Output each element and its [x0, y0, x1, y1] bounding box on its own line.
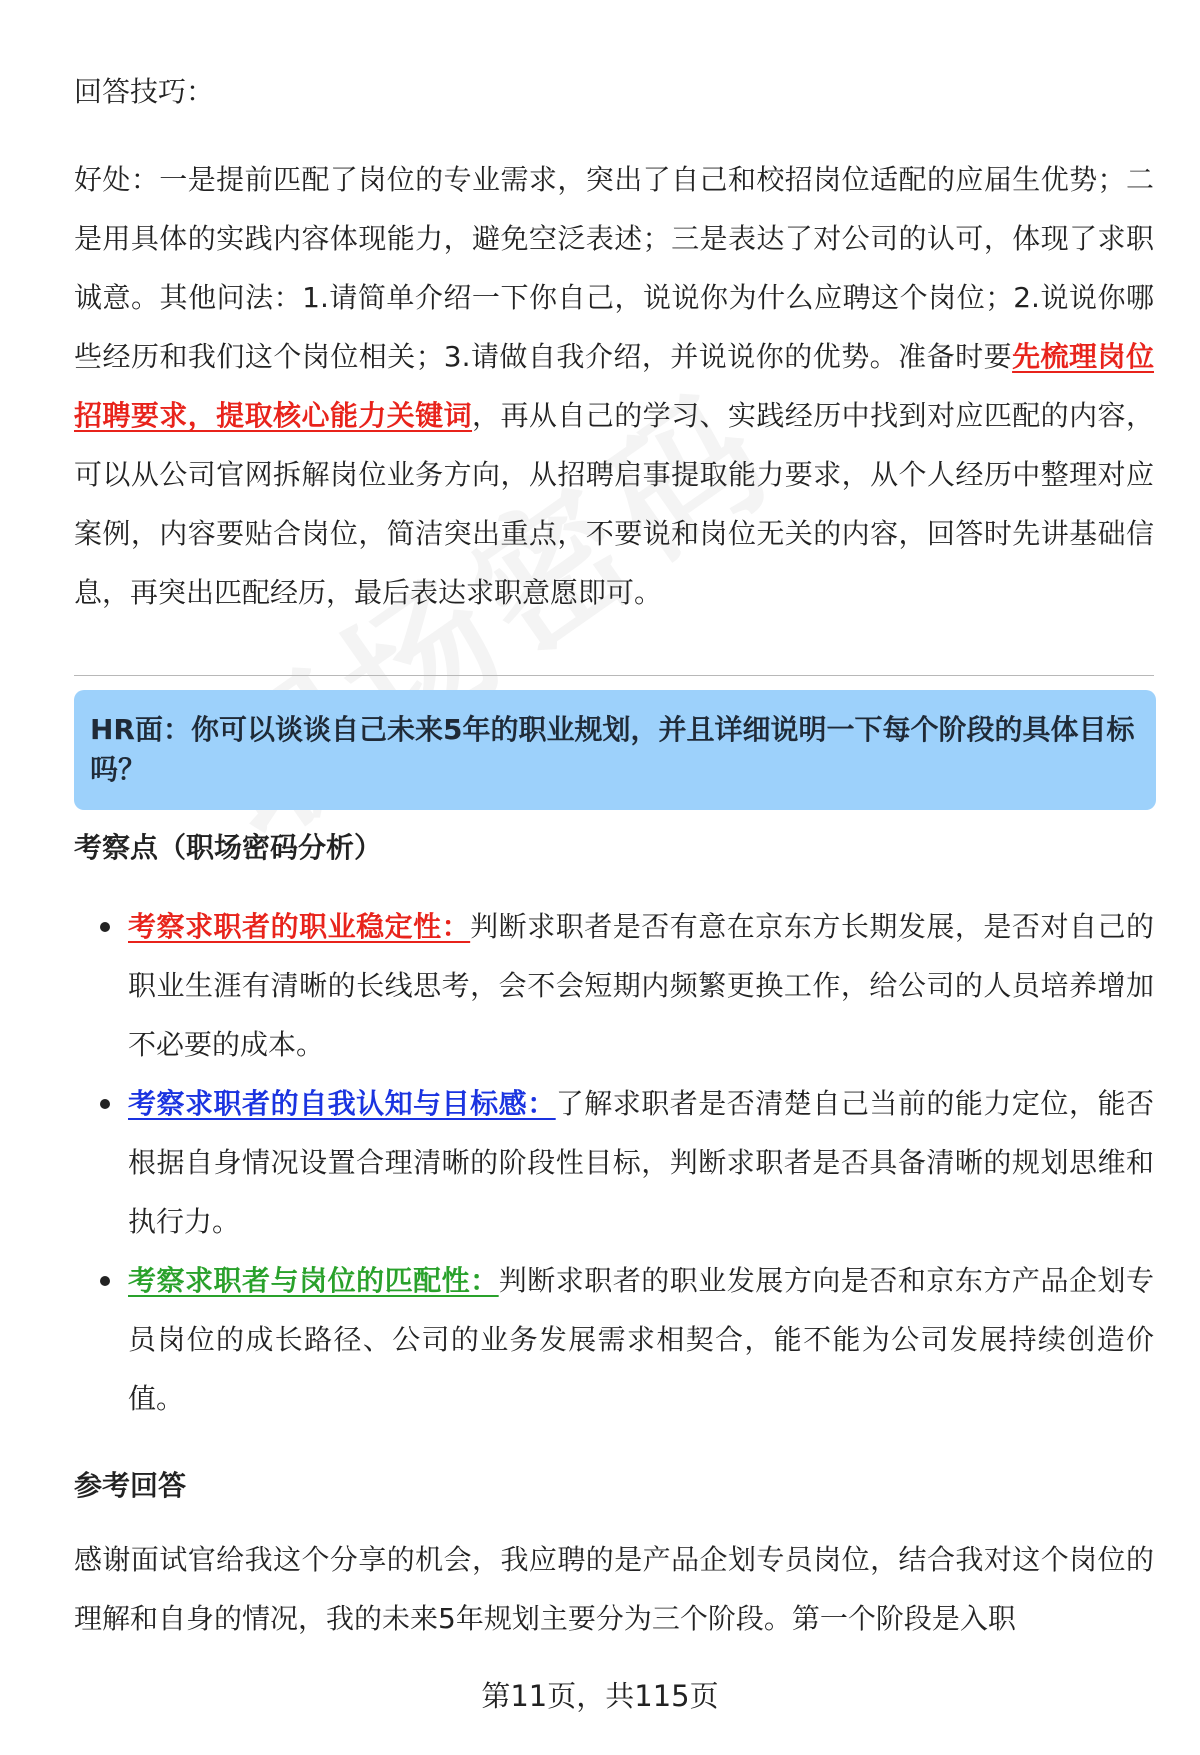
bullet-dot-icon [100, 1276, 110, 1286]
list-item [74, 1251, 1154, 1428]
bullet-text: 判断求职者是否有意在京东方长期发展，是否对自己的职业生涯有清晰的长线思考，会不会短期内频繁更换工作，给公司的人员培养增加不必要的成本。 [128, 910, 1154, 1061]
question-box [74, 690, 1156, 810]
reference-answer-block [74, 1530, 1154, 1648]
benefits-text-before: 好处：一是提前匹配了岗位的专业需求，突出了自己和校招岗位适配的应届生优势；二是用具体的实践内容体现能力，避免空泛表述；三是表达了对公司的认可，体现了求职诚意。其他问法：1.请简单介绍一下你自己，说说你为什么应聘这个岗位；2.说说你哪些经历和我们这个岗位相关；3.请做自我介绍，并说说你的优势。准备时要 [74, 163, 1154, 373]
benefits-highlight: 先梳理岗位招聘要求，提取核心能力关键词 [74, 340, 1154, 432]
bullet-dot-icon [100, 1099, 110, 1109]
list-item [74, 897, 1154, 1074]
page-number: 第11页，共115页 [481, 1679, 719, 1713]
reference-answer-heading: 参考回答 [74, 1469, 187, 1502]
assessment-points-list [74, 897, 1154, 1428]
benefits-block [74, 150, 1154, 622]
bullet-keyword-self-awareness: 考察求职者的自我认知与目标感： [128, 1087, 556, 1120]
reference-answer-text: 感谢面试官给我这个分享的机会，我应聘的是产品企划专员岗位，结合我对这个岗位的理解和自身的情况，我的未来5年规划主要分为三个阶段。第一个阶段是入职 [74, 1543, 1154, 1635]
bullet-text: 判断求职者的职业发展方向是否和京东方产品企划专员岗位的成长路径、公司的业务发展需求相契合，能不能为公司发展持续创造价值。 [128, 1264, 1154, 1415]
bullet-keyword-job-fit: 考察求职者与岗位的匹配性： [128, 1264, 499, 1297]
tips-title-block [74, 62, 1154, 121]
tips-title: 回答技巧： [74, 75, 215, 108]
bullet-dot-icon [100, 922, 110, 932]
bullet-keyword-stability: 考察求职者的职业稳定性： [128, 910, 471, 943]
question-text: HR面：你可以谈谈自己未来5年的职业规划，并且详细说明一下每个阶段的具体目标吗？ [90, 713, 1135, 786]
section-divider [74, 675, 1154, 676]
benefits-paragraph [74, 150, 1154, 622]
list-item [74, 1074, 1154, 1251]
bullet-text: 了解求职者是否清楚自己当前的能力定位，能否根据自身情况设置合理清晰的阶段性目标，判断求职者是否具备清晰的规划思维和执行力。 [128, 1087, 1154, 1238]
benefits-text-after: ，再从自己的学习、实践经历中找到对应匹配的内容，可以从公司官网拆解岗位业务方向，从招聘启事提取能力要求，从个人经历中整理对应案例，内容要贴合岗位，简洁突出重点，不要说和岗位无关的内容，回答时先讲基础信息，再突出匹配经历，最后表达求职意愿即可。 [74, 399, 1154, 609]
assessment-points-heading: 考察点（职场密码分析） [74, 831, 383, 864]
